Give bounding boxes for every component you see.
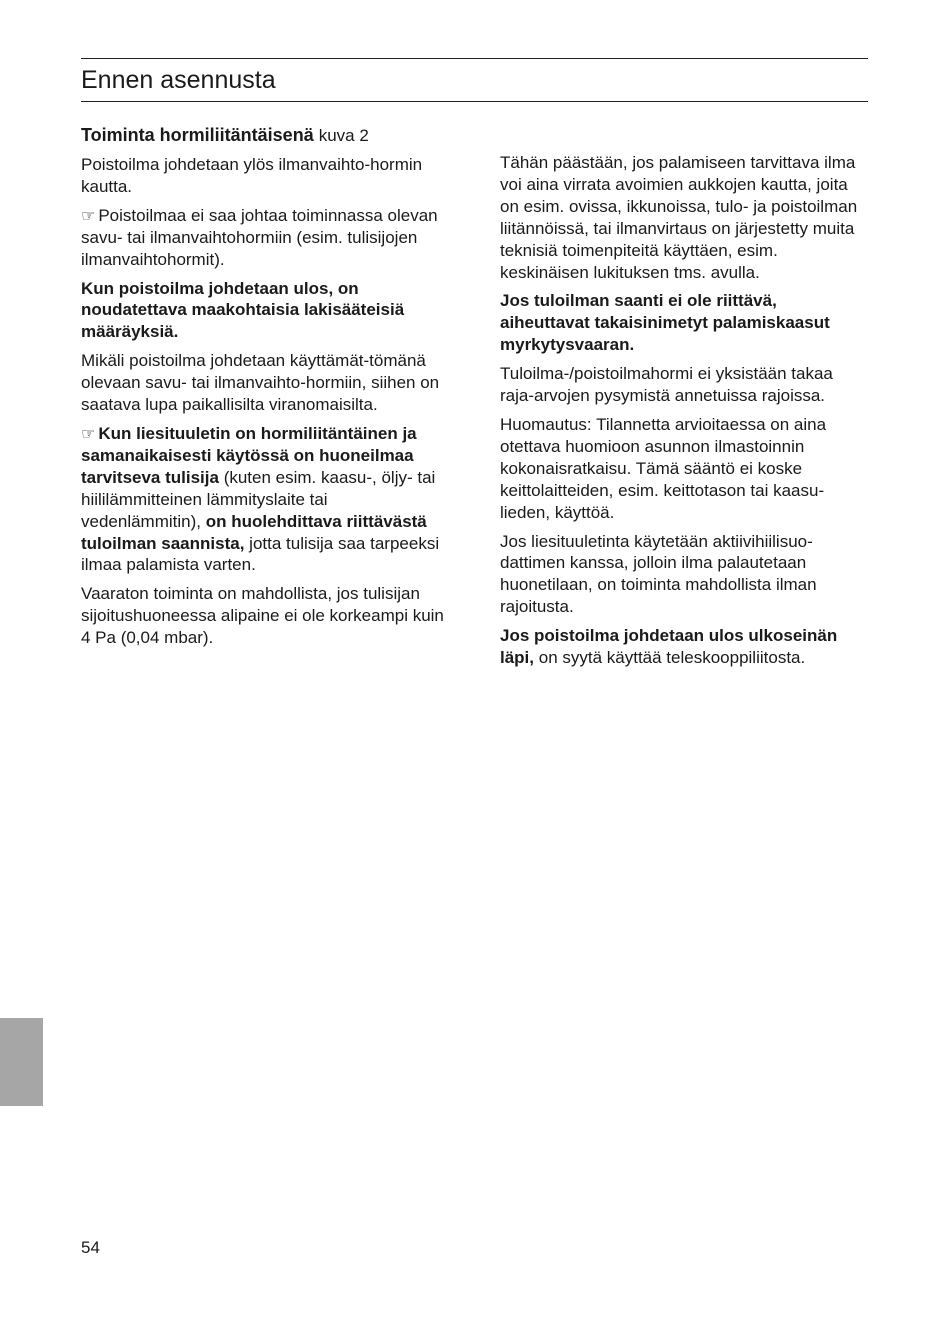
note-text: (kuten esim. kaasu-, öljy- tai hiililämmitteinen lämmityslaite tai vedenlämmitin), <box>81 467 436 531</box>
paragraph: Vaaraton toiminta on mahdollista, jos tulisijan sijoitushuoneessa alipaine ei ole korkeampi kuin 4 Pa (0,04 mbar). <box>81 584 444 648</box>
pointing-hand-icon: ☞ <box>81 205 96 225</box>
text: on syytä käyttää teleskooppiliitosta. <box>534 648 806 668</box>
paragraph: Mikäli poistoilma johdetaan käyttämät-tömänä olevaan savu- tai ilmanvaihto-hormiin, siihen on saatava lupa paikallisilta viranomaisilta. <box>81 351 440 415</box>
note-paragraph <box>81 205 451 271</box>
page-number: 54 <box>81 1238 100 1257</box>
note-text: Poistoilmaa ei saa johtaa toiminnassa olevan savu- tai ilmanvaihtohormiin (esim. tulisijojen ilmanvaihtohormit). <box>81 205 438 269</box>
bold-text: Jos poistoilma johdetaan ulos ulkoseinän läpi, <box>500 626 838 668</box>
section-heading <box>81 124 451 147</box>
note-text: jotta tulisija saa tarpeeksi ilmaa palamista varten. <box>81 533 440 575</box>
paragraph <box>500 625 870 669</box>
figure-reference: kuva 2 <box>318 126 369 145</box>
paragraph: Poistoilma johdetaan ylös ilmanvaihto-hormin kautta. <box>81 155 423 196</box>
paragraph: Tähän päästään, jos palamiseen tarvittava ilma voi aina virrata avoimien aukkojen kautta, joita on esim. ovissa, ikkunoissa, tulo- ja poistoilman liitännöissä, tai ilmanvirtaus on järjestetty muita teknisiä toimenpiteitä käyttäen, esim. keskinäisen lukituksen tms. avulla. <box>500 153 858 282</box>
warning-paragraph: Kun poistoilma johdetaan ulos, on noudatettava maakohtaisia lakisääteisiä määräyksiä. <box>81 278 405 342</box>
side-tab-marker <box>0 1018 43 1106</box>
page-title: Ennen asennusta <box>81 66 276 94</box>
paragraph: Jos liesituuletinta käytetään aktiivihiilisuo-dattimen kanssa, jolloin ilma palautetaan huonetilaan, on toiminta mahdollista ilman rajoitusta. <box>500 531 817 617</box>
section-heading-title: Toiminta hormiliitäntäisenä <box>81 125 314 145</box>
paragraph: Tuloilma-/poistoilmahormi ei yksistään takaa raja-arvojen pysymistä annetuissa rajoissa. <box>500 364 833 406</box>
note-bold-text: on huolehdittava riittävästä tuloilman saannista, <box>81 511 427 553</box>
left-column <box>81 124 451 656</box>
note-paragraph <box>81 423 451 576</box>
pointing-hand-icon: ☞ <box>81 423 96 443</box>
warning-paragraph: Jos tuloilman saanti ei ole riittävä, aiheuttavat takaisinimetyt palamiskaasut myrkytysvaaran. <box>500 291 830 355</box>
paragraph: Huomautus: Tilannetta arvioitaessa on aina otettava huomioon asunnon ilmastoinnin kokonaisratkaisu. Tämä sääntö ei koske keittolaitteiden, esim. keittotason tai kaasu-lieden, käyttöä. <box>500 414 827 522</box>
right-column <box>500 152 870 676</box>
header-top-rule <box>81 58 868 59</box>
header-bottom-rule <box>81 101 868 102</box>
note-bold-text: Kun liesituuletin on hormiliitäntäinen ja samanaikaisesti käytössä on huoneilmaa tarvitseva tulisija <box>81 423 417 487</box>
